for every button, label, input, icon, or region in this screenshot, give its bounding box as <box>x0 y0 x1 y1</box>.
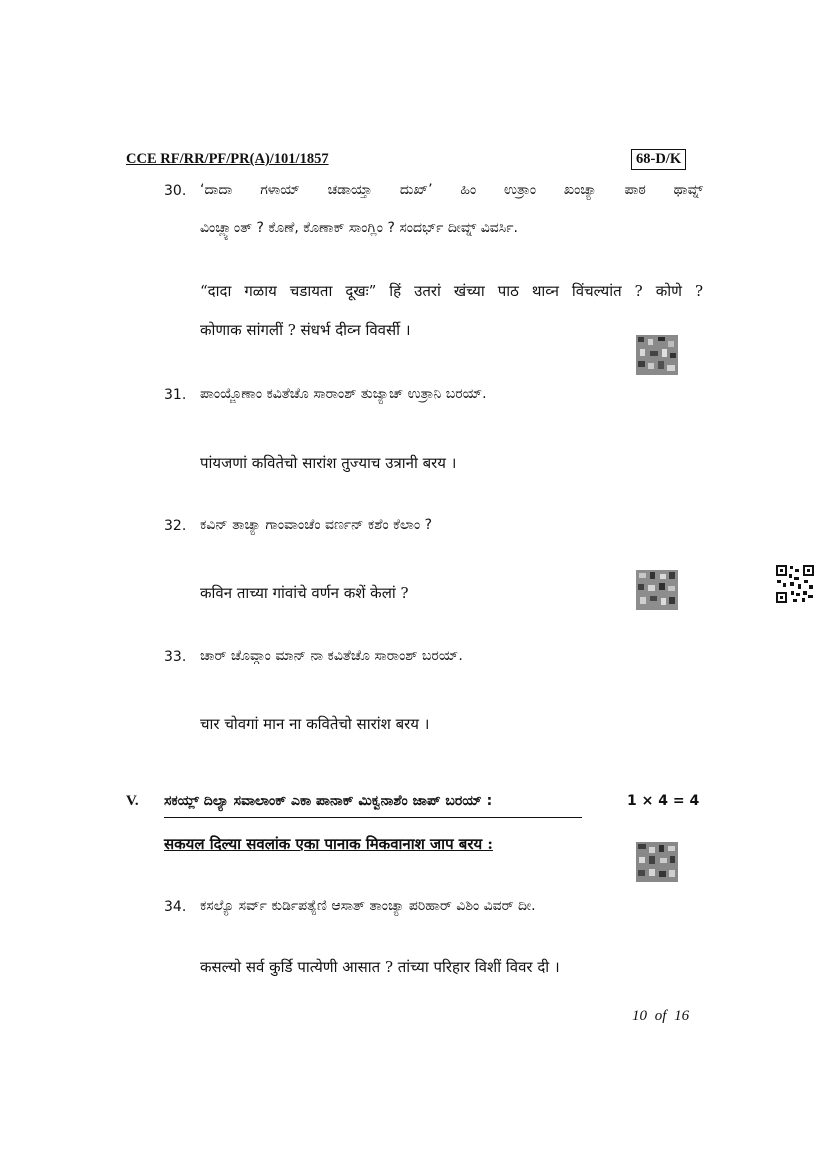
section-instruction-devanagari: सकयल दिल्या सवलांक एका पानाक मिकवानाश जाप बरय : <box>164 835 493 853</box>
scan-code-image <box>636 335 678 375</box>
q30-devanagari-line-1: “दादा गळाय चडायता दूखः” हिं उतरां खंच्या पाठ थाव्न विंचल्यांत ? कोणे ? <box>200 282 703 300</box>
question-number-30: 30. <box>164 183 187 199</box>
q30-kannada-line-1: ‘ದಾದಾ ಗಳಾಯ್ ಚಡಾಯ್ತಾ ದುಖ್’ ಹಿಂ ಉತ್ರಾಂ ಖಂಚ್ಯಾ ಪಾಠ ಥಾವ್ನ್ <box>200 182 703 198</box>
q33-kannada: ಚಾರ್ ಚೊವ್ಗಾಂ ಮಾನ್ ನಾ ಕವಿತೆಚೊ ಸಾರಾಂಶ್ ಬರಯ್. <box>200 648 463 664</box>
question-number-34: 34. <box>164 899 187 915</box>
question-number-31: 31. <box>164 387 187 403</box>
q33-devanagari: चार चोवगां मान ना कवितेचो सारांश बरय । <box>200 715 430 733</box>
qr-code-icon <box>775 564 815 604</box>
paper-id-box: 68-D/K <box>631 149 686 170</box>
scan-code-image <box>636 570 678 610</box>
q34-devanagari: कसल्यो सर्व कुर्डि पात्येणी आसात ? तांच्या परिहार विशीं विवर दी । <box>200 958 560 976</box>
q32-kannada: ಕವಿನ್ ತಾಚ್ಯಾ ಗಾಂವಾಂಚೆಂ ವರ್ಣನ್ ಕಶೆಂ ಕೆಲಾಂ ? <box>200 517 433 533</box>
q32-devanagari: कविन ताच्या गांवांचे वर्णन कशें केलां ? <box>200 584 409 602</box>
question-number-33: 33. <box>164 649 187 665</box>
paper-code: CCE RF/RR/PF/PR(A)/101/1857 <box>126 151 329 167</box>
question-number-32: 32. <box>164 518 187 534</box>
q34-kannada: ಕಸಲ್ಯೊ ಸರ್ವ್ ಕುರ್ಡಿಪತ್ಯೆಣಿ ಆಸಾತ್ ತಾಂಚ್ಯಾ ಪರಿಹಾರ್ ವಿಶಿಂ ವಿವರ್ ದೀ. <box>200 898 536 914</box>
scan-code-image <box>636 842 678 882</box>
section-marks: 1 × 4 = 4 <box>627 793 700 809</box>
q31-devanagari: पांयजणां कवितेचो सारांश तुज्याच उत्रानी बरय । <box>200 454 457 472</box>
section-number: V. <box>126 793 139 809</box>
q30-devanagari-line-2: कोणाक सांगलीं ? संधर्भ दीव्न विवर्सी । <box>200 321 411 339</box>
q30-kannada-line-2: ವಿಂಚ್ಲ್ಯಾಂತ್ ? ಕೊಣೆ, ಕೊಣಾಕ್ ಸಾಂಗ್ಲಿಂ ? ಸಂದರ್ಭ್ ದೀವ್ನ್ ವಿವರ್ಸಿ. <box>200 220 518 236</box>
q31-kannada: ಪಾಂಯ್ಜೊಣಾಂ ಕವಿತೆಚೊ ಸಾರಾಂಶ್ ತುಜ್ಯಾಚ್ ಉತ್ರಾನಿ ಬರಯ್. <box>200 386 487 402</box>
section-instruction-kannada: ಸಕಯ್ಲ್ ದಿಲ್ಯಾ ಸವಾಲಾಂಕ್ ಎಕಾ ಪಾನಾಕ್ ಮಿಕ್ವನಾಶೆಂ ಜಾಪ್ ಬರಯ್ : <box>164 793 582 818</box>
page-number: 10 of 16 <box>632 1008 690 1024</box>
